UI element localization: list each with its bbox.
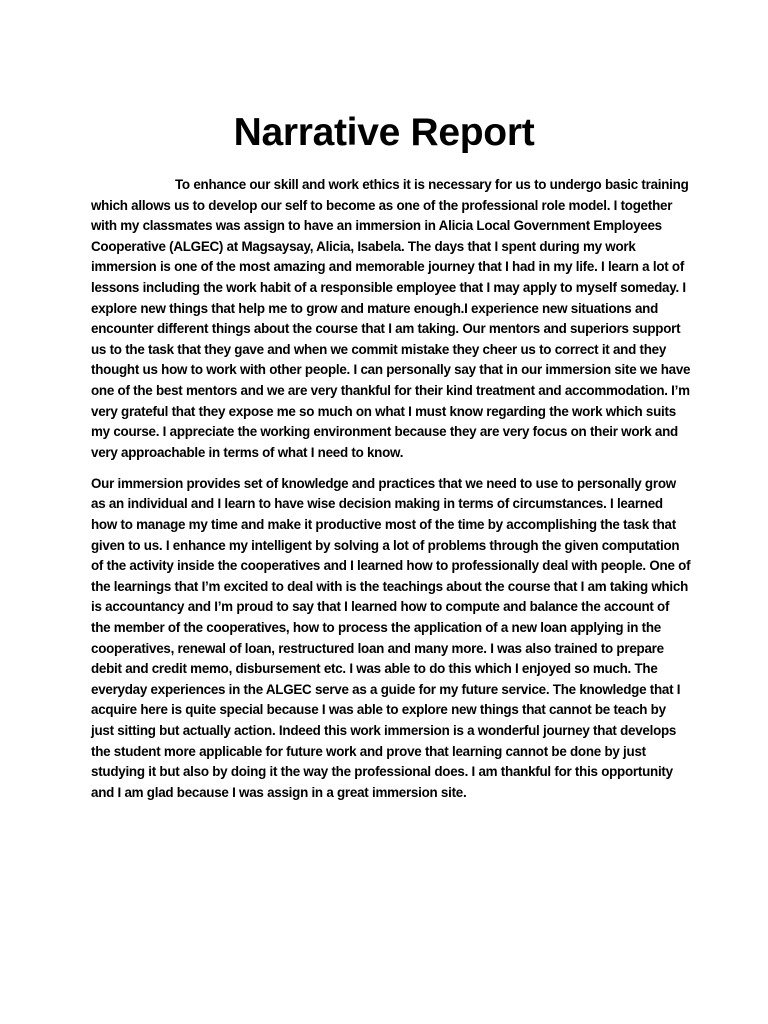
- document-title: Narrative Report: [233, 111, 535, 154]
- paragraph-1: To enhance our skill and work ethics it is necessary for us to undergo basic training which allows us to develop our self to become as one of the professional role model. I together with my classmates was assign to have an immersion in Alicia Local Government Employees Cooperative (ALGEC) at Magsaysay, Alicia, Isabela. The days that I spent during my work immersion is one of the most amazing and memorable journey that I had in my life. I learn a lot of lessons including the work habit of a responsible employee that I may apply to myself someday. I explore new things that help me to grow and mature enough.I experience new situations and encounter different things about the course that I am taking. Our mentors and superiors support us to the task that they gave and when we commit mistake they cheer us to correct it and they thought us how to work with other people. I can personally say that in our immersion site we have one of the best mentors and we are very thankful for their kind treatment and accommodation. I’m very grateful that they expose me so much on what I must know regarding the work which suits my course. I appreciate the working environment because they are very focus on their work and very approachable in terms of what I need to know.: [91, 177, 691, 460]
- document-body: [91, 175, 691, 803]
- paragraph-2: Our immersion provides set of knowledge and practices that we need to use to personally grow as an individual and I learn to have wise decision making in terms of circumstances. I learned how to manage my time and make it productive most of the time by accomplishing the task that given to us. I enhance my intelligent by solving a lot of problems through the given computation of the activity inside the cooperatives and I learned how to professionally deal with people. One of the learnings that I’m excited to deal with is the teachings about the course that I am taking which is accountancy and I’m proud to say that I learned how to compute and balance the account of the member of the cooperatives, how to process the application of a new loan applying in the cooperatives, renewal of loan, restructured loan and many more. I was also trained to prepare debit and credit memo, disbursement etc. I was able to do this which I enjoyed so much. The everyday experiences in the ALGEC serve as a guide for my future service. The knowledge that I acquire here is quite special because I was able to explore new things that cannot be teach by just sitting but actually action. Indeed this work immersion is a wonderful journey that develops the student more applicable for future work and prove that learning cannot be done by just studying it but also by doing it the way the professional does. I am thankful for this opportunity and I am glad because I was assign in a great immersion site.: [91, 475, 691, 800]
